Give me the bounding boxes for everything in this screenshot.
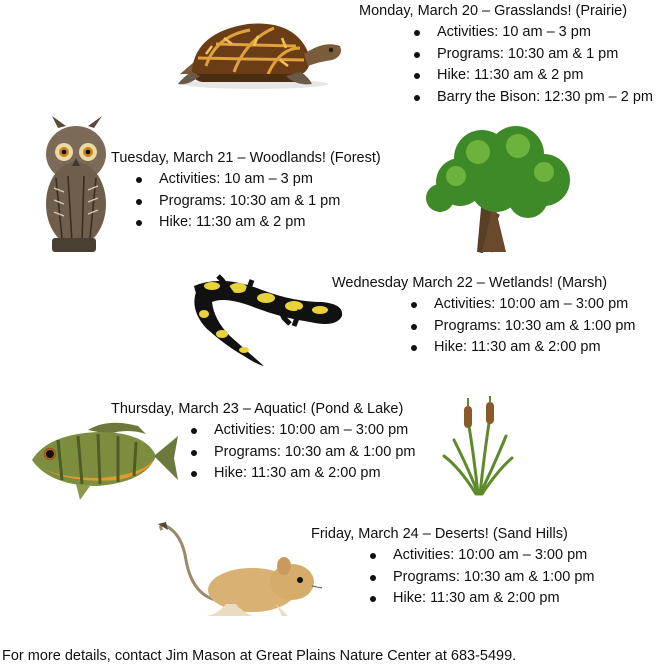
contact-footer: For more details, contact Jim Mason at Great Plains Nature Center at 683-5499.: [2, 648, 517, 664]
list-item: Activities: 10 am – 3 pm: [411, 22, 653, 44]
list-item: Programs: 10:30 am & 1:00 pm: [188, 442, 416, 464]
list-item: Barry the Bison: 12:30 pm – 2 pm: [411, 87, 653, 109]
list-item: Activities: 10:00 am – 3:00 pm: [188, 420, 416, 442]
friday-list: [367, 545, 595, 610]
friday-title: Friday, March 24 – Deserts! (Sand Hills): [311, 526, 568, 542]
list-item: Hike: 11:30 am & 2:00 pm: [408, 337, 636, 359]
monday-list: [411, 22, 653, 108]
list-item: Hike: 11:30 am & 2:00 pm: [367, 588, 595, 610]
list-item: Programs: 10:30 am & 1:00 pm: [367, 567, 595, 589]
thursday-title: Thursday, March 23 – Aquatic! (Pond & Lake): [111, 401, 404, 417]
list-item: Programs: 10:30 am & 1 pm: [133, 191, 381, 213]
salamander-illustration: [182, 272, 348, 368]
list-item: Programs: 10:30 am & 1 pm: [411, 44, 653, 66]
list-item: Activities: 10 am – 3 pm: [133, 169, 381, 191]
kangaroo-rat-illustration: [156, 520, 324, 620]
tree-illustration: [420, 124, 580, 254]
list-item: Activities: 10:00 am – 3:00 pm: [367, 545, 595, 567]
thursday-list: [188, 420, 416, 485]
list-item: Hike: 11:30 am & 2 pm: [411, 65, 653, 87]
list-item: Activities: 10:00 am – 3:00 pm: [408, 294, 636, 316]
monday-title: Monday, March 20 – Grasslands! (Prairie): [359, 3, 628, 19]
wednesday-list: [408, 294, 636, 359]
tuesday-title: Tuesday, March 21 – Woodlands! (Forest): [111, 150, 381, 166]
list-item: Hike: 11:30 am & 2:00 pm: [188, 463, 416, 485]
wednesday-title: Wednesday March 22 – Wetlands! (Marsh): [332, 275, 608, 291]
turtle-illustration: [176, 14, 344, 90]
list-item: Programs: 10:30 am & 1:00 pm: [408, 316, 636, 338]
tuesday-list: [133, 169, 381, 234]
cattail-illustration: [440, 396, 516, 496]
list-item: Hike: 11:30 am & 2 pm: [133, 212, 381, 234]
owl-illustration: [32, 116, 120, 252]
